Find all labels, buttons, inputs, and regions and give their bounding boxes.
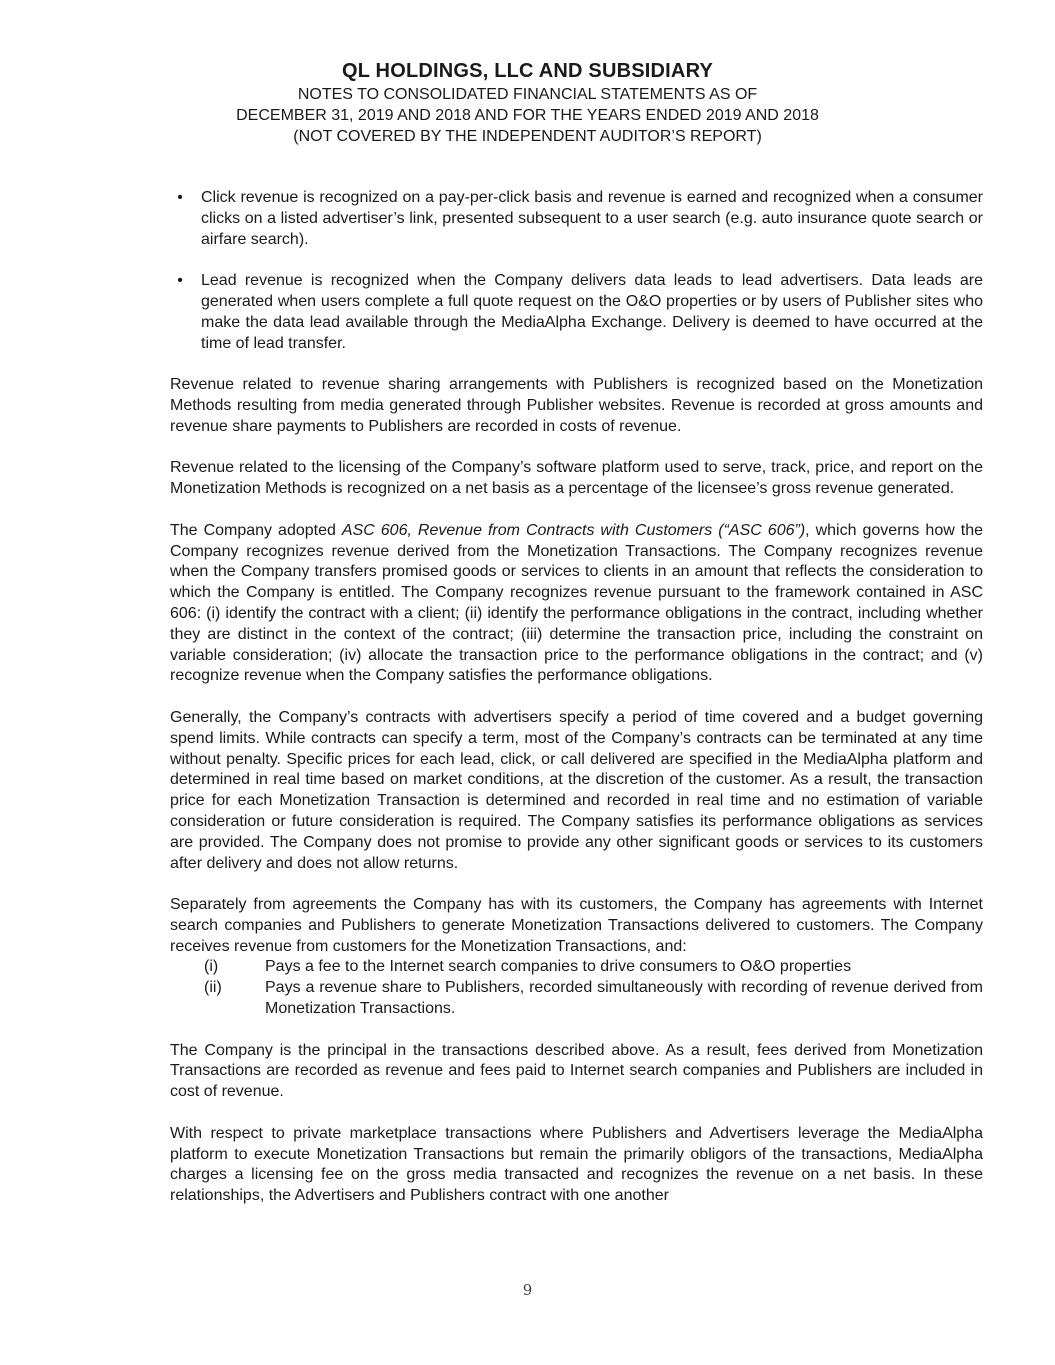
paragraph-contracts: Generally, the Company’s contracts with advertisers specify a period of time covered and a budget governing spend limits. While contracts can specify a term, most of the Company’s contracts can be terminated at any time without penalty. Specific prices for each lead, click, or call delivered are specified in the MediaAlpha platform and determined in real time based on market conditions, at the discretion of the customer. As a result, the transaction price for each Monetization Transaction is determined and recorded in real time and no estimation of variable consideration or future consideration is required. The Company satisfies its performance obligations as services are provided. The Company does not promise to provide any other significant goods or services to its customers after delivery and does not allow returns.	[170, 708, 983, 872]
paragraph-private-marketplace: With respect to private marketplace transactions where Publishers and Advertisers leverage the MediaAlpha platform to execute Monetization Transactions but remain the primarily obligors of the transactions, MediaAlpha charges a licensing fee on the gross media transacted and recognizes the revenue on a net basis. In these relationships, the Advertisers and Publishers contract with one another	[170, 1124, 983, 1205]
list-item-i	[170, 957, 983, 978]
paragraph-revenue-sharing: Revenue related to revenue sharing arrangements with Publishers is recognized based on the Monetization Methods resulting from media generated through Publisher websites. Revenue is recorded at gross amounts and revenue share payments to Publishers are recorded in costs of revenue.	[170, 376, 983, 435]
paragraph-licensing: Revenue related to the licensing of the Company’s software platform used to serve, track, price, and report on the Monetization Methods is recognized on a net basis as a percentage of the licensee’s gross revenue generated.	[170, 459, 983, 498]
list-text: Pays a fee to the Internet search companies to drive consumers to O&O properties	[265, 958, 852, 976]
page-number: 9	[522, 1281, 533, 1299]
bullet-text: Lead revenue is recognized when the Company delivers data leads to lead advertisers. Data leads are generated when users complete a full quote request on the O&O properties or by users of Publisher sites who make the data lead available through the MediaAlpha Exchange. Delivery is deemed to have occurred at the time of lead transfer.	[201, 272, 983, 352]
paragraph-agreements: Separately from agreements the Company has with its customers, the Company has agreements with Internet search companies and Publishers to generate Monetization Transactions delivered to customers. The Company receives revenue from customers for the Monetization Transactions, and:	[170, 896, 983, 955]
asc-606-title: ASC 606, Revenue from Contracts with Customers (“ASC 606”)	[341, 521, 806, 539]
paragraph-principal: The Company is the principal in the transactions described above. As a result, fees derived from Monetization Transactions are recorded as revenue and fees paid to Internet search companies and Publishers are included in cost of revenue.	[170, 1041, 983, 1101]
list-number: (ii)	[204, 979, 222, 997]
header-line-3: (NOT COVERED BY THE INDEPENDENT AUDITOR’S REPORT)	[293, 128, 762, 145]
company-name: QL HOLDINGS, LLC AND SUBSIDIARY	[341, 60, 714, 82]
asc-606-body: , which governs how the Company recognizes revenue derived from the Monetization Transactions. The Company recognizes revenue when the Company transfers promised goods or services to clients in an amount that reflects the consideration to which the Company is entitled. The Company recognizes revenue pursuant to the framework contained in ASC 606: (i) identify the contract with a client; (ii) identify the performance obligations in the contract, including whether they are distinct in the context of the contract; (iii) determine the transaction price, including the constraint on variable consideration; (iv) allocate the transaction price to the performance obligations in the contract; and (v) recognize revenue when the Company satisfies the performance obligations.	[170, 521, 984, 685]
document-body	[170, 188, 983, 1207]
list-text: Pays a revenue share to Publishers, recorded simultaneously with recording of revenue derived from Monetization Transactions.	[265, 979, 983, 1018]
bullet-item-lead-revenue	[170, 271, 983, 354]
list-item-ii	[170, 978, 983, 1020]
asc-606-intro: The Company adopted	[170, 521, 342, 539]
bullet-icon: •	[177, 189, 183, 206]
page-header	[0, 58, 1055, 147]
bullet-icon: •	[177, 272, 183, 290]
header-line-2: DECEMBER 31, 2019 AND 2018 AND FOR THE YEARS ENDED 2019 AND 2018	[236, 107, 819, 124]
bullet-item-click-revenue	[170, 188, 983, 250]
bullet-text: Click revenue is recognized on a pay-per-click basis and revenue is earned and recognized when a consumer clicks on a listed advertiser’s link, presented subsequent to a user search (e.g. auto insurance quote search or airfare search).	[201, 189, 983, 248]
list-number: (i)	[204, 958, 219, 976]
header-line-1: NOTES TO CONSOLIDATED FINANCIAL STATEMENTS AS OF	[297, 86, 758, 103]
paragraph-asc-606	[170, 521, 983, 687]
